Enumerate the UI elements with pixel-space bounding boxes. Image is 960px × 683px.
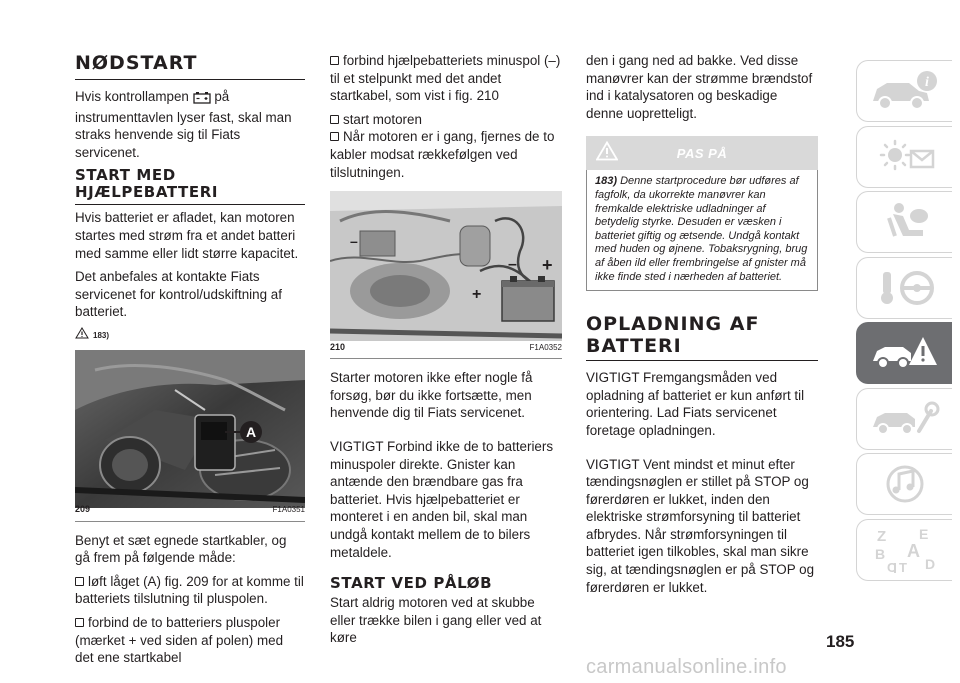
step-connect-negative: [330, 52, 562, 105]
paragraph-wait-one-minute: VIGTIGT Vent mindst et minut efter tændingsnøglen er stillet på STOP og førerdøren er lukket, inden den elektriske strømforsyning til batteriet afbrydes. Når strømforsyningen til batteriet igen tilkobles, skal man sikre sig, at tændingsnøglen er på STOP og førerdøren er lukket.: [586, 456, 815, 595]
watermark: carmanualsonline.info: [586, 656, 787, 678]
step-text: løft låget (A) fig. 209 for at komme til batteriets tilslutning til pluspolen.: [75, 573, 304, 607]
tab-knowing-the-car[interactable]: [856, 60, 952, 122]
alphabet-index-icon: [869, 525, 941, 575]
paragraph-charging-important: VIGTIGT Fremgangsmåden ved opladning af batteriet er kun anført til orientering. Lad Fiats servicenet foretage opladningen.: [586, 370, 805, 438]
section-title-charging-line-2: BATTERI: [586, 335, 682, 358]
index-letter-e: E: [918, 525, 928, 542]
figure-code: F1A0351: [272, 504, 305, 514]
warning-triangle-icon: [596, 141, 618, 166]
index-letter-z: Z: [876, 527, 886, 545]
intro-paragraph: [75, 88, 305, 161]
step-connect-positive: [75, 614, 305, 667]
bullet-icon: [330, 132, 339, 141]
section-title-push-start: START VED PÅLØB: [330, 574, 493, 593]
bullet-icon: [330, 56, 339, 65]
paragraph-jump-cables: Benyt et sæt egnede startkabler, og gå frem på følgende måde:: [75, 532, 287, 566]
caution-body: [586, 170, 818, 291]
engine-bay-photo: [75, 350, 305, 508]
section-rule: [75, 204, 305, 205]
caution-header: [586, 136, 818, 170]
column-2: [330, 52, 562, 653]
caution-text: Denne startprocedure bør udføres af fagfolk, da ukorrekte manøvrer kan fremkalde elektriske udladninger af betydelig styrke. Desuden er væsken i batteriet giftig og ætsende. Undgå kontakt med huden og øjnene. Tobaksrygning, brug af åben ild eller frembringelse af gnister må ikke finde sted i nærheden af batteriet.: [595, 175, 808, 283]
seat-airbag-icon: [869, 200, 941, 244]
title-rule: [75, 79, 305, 80]
index-letter-b: B: [874, 545, 885, 562]
tab-maintenance[interactable]: [856, 388, 952, 450]
key-steering-wheel-icon: [869, 266, 941, 310]
positive-terminal-label: +: [542, 255, 553, 276]
warning-reference-number: 183): [93, 331, 110, 341]
car-service-icon: [869, 397, 941, 441]
paragraph-downhill: den i gang ned ad bakke. Ved disse manøvrer kan der strømme brændstof ind i katalysatoren og beskadige denne uopretteligt.: [586, 53, 813, 121]
step-text: forbind de to batteriers pluspoler (mærket + ved siden af polen) med det ene startkabel: [75, 614, 284, 666]
tab-emergency[interactable]: [856, 322, 952, 384]
step-text: Når motoren er i gang, fjernes de to kabler modsat rækkefølgen ved tilslutningen.: [330, 129, 555, 180]
section-title-charging-line-1: OPLADNING AF: [586, 313, 760, 336]
jump-start-diagram: [330, 191, 562, 341]
tab-starting-driving[interactable]: [856, 257, 952, 319]
tab-multimedia[interactable]: [856, 453, 952, 515]
index-letter-d: D: [924, 555, 935, 572]
paragraph-not-starting: Starter motoren ikke efter nogle få forsøg, bør du ikke fortsætte, men henvende dig til Fiats servicenet.: [330, 370, 533, 421]
step-lift-cover: [75, 573, 305, 608]
music-navigation-icon: [869, 462, 941, 506]
step-remove-cables: [330, 128, 562, 181]
warning-triangle-icon: [75, 327, 89, 346]
step-text: forbind hjælpebatteriets minuspol (–) til et stelpunkt med det andet startkabel, som vist i fig. 210: [330, 53, 561, 104]
page-number: 185: [826, 632, 855, 651]
bullet-icon: [75, 618, 84, 627]
tab-safety[interactable]: [856, 191, 952, 253]
paragraph-push-start: Start aldrig motoren ved at skubbe eller trække bilen i gang eller ved at køre: [330, 595, 542, 646]
intro-text-start: Hvis kontrollampen: [75, 89, 189, 104]
car-info-icon: [869, 69, 941, 113]
figure-number: 210: [330, 341, 346, 352]
figure-209: [75, 350, 305, 522]
bullet-icon: [75, 577, 84, 586]
intro-text-end: på instrumenttavlen lyser fast, skal man straks henvende sig til Fiats servicenet.: [75, 89, 292, 160]
paragraph-important-negative-poles: VIGTIGT Forbind ikke de to batteriers minuspoler direkte. Gnister kan antænde den brændbare gas fra batteriet. Hvis hjælpebatteriet er monteret i en anden bil, skal man undgå kontakt mellem de to bilers metaldele.: [330, 438, 554, 560]
column-3: [586, 52, 818, 602]
warning-reference: [75, 327, 305, 346]
vehicle-positive-label: +: [472, 286, 482, 304]
section-title-jump-start-line-1: START MED: [75, 166, 176, 185]
column-1: [75, 52, 305, 673]
svg-text:i: i: [924, 75, 929, 90]
tab-instrument-panel[interactable]: [856, 126, 952, 188]
car-warning-icon: [869, 331, 941, 375]
caution-title: PAS PÅ: [676, 145, 728, 161]
dashboard-lights-icon: [869, 135, 941, 179]
page-title: NØDSTART: [75, 52, 198, 74]
negative-terminal-label: –: [508, 256, 517, 274]
caution-box: [586, 136, 818, 291]
svg-text:T: T: [898, 559, 907, 575]
battery-warning-light-icon: [193, 91, 211, 109]
step-text: start motoren: [343, 111, 422, 127]
ground-negative-label: –: [350, 233, 358, 250]
index-letter-c: C: [886, 559, 896, 575]
section-title-jump-start-line-2: HJÆLPEBATTERI: [75, 183, 219, 202]
paragraph-battery-discharged: Hvis batteriet er afladet, kan motoren startes med strøm fra et andet batteri med samme eller lidt større kapacitet.: [75, 210, 299, 261]
index-letter-a: A: [906, 540, 920, 561]
step-start-engine: [330, 111, 562, 129]
tab-index[interactable]: [856, 519, 952, 581]
figure-code: F1A0352: [529, 342, 562, 352]
caution-reference-number: 183): [595, 175, 618, 188]
chapter-tabs: [856, 60, 952, 584]
paragraph-contact-service: Det anbefales at kontakte Fiats servicenet for kontrol/udskiftning af batteriet.: [75, 269, 282, 320]
section-rule: [586, 360, 818, 361]
bullet-icon: [330, 115, 339, 124]
callout-a-label: A: [245, 423, 257, 440]
figure-210: [330, 191, 562, 359]
figure-number: 209: [75, 503, 91, 514]
